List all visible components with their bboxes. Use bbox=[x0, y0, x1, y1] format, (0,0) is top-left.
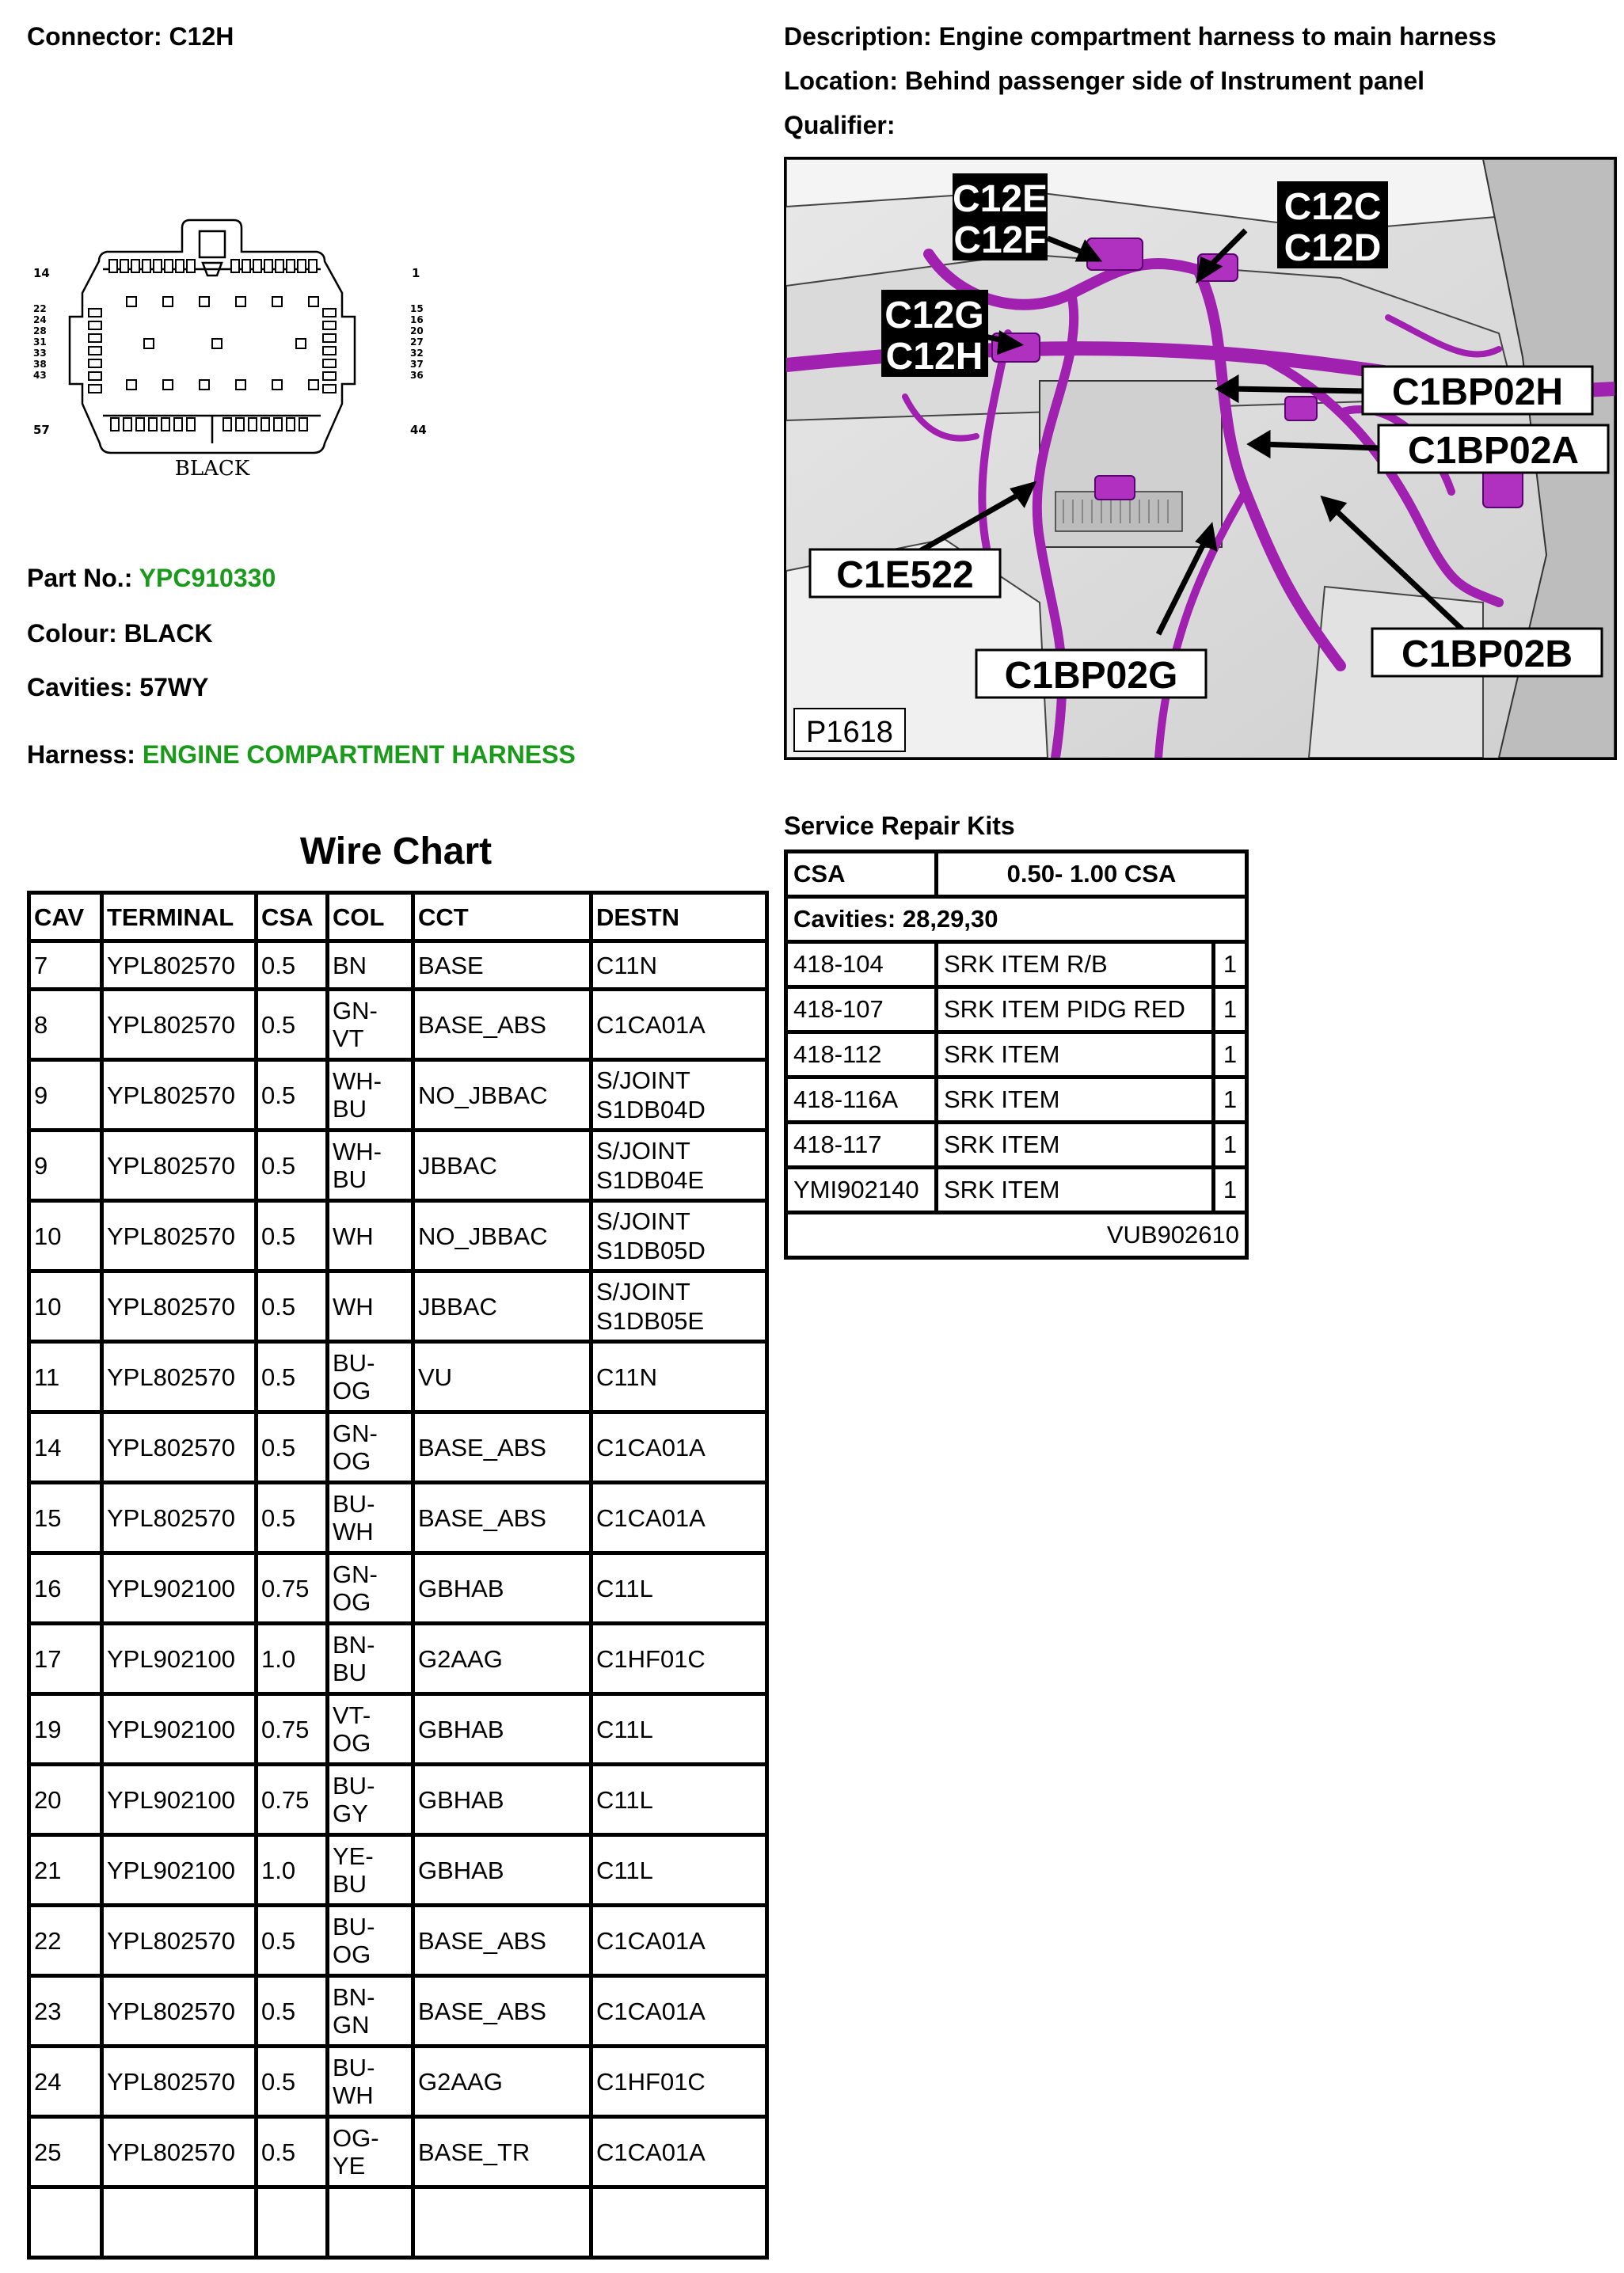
right-pin-label: 37 bbox=[410, 359, 424, 370]
wire-row bbox=[29, 990, 767, 1060]
wire-cell-destn: C11L bbox=[591, 1694, 767, 1765]
srk-cell-qty: 1 bbox=[1214, 987, 1247, 1032]
wire-row-partial bbox=[29, 2187, 767, 2258]
wire-cell-cct: BASE_ABS bbox=[413, 990, 591, 1060]
wire-cell-destn: C1HF01C bbox=[591, 2047, 767, 2117]
harness-value: ENGINE COMPARTMENT HARNESS bbox=[142, 740, 576, 769]
wire-cell-csa: 0.5 bbox=[257, 1060, 328, 1131]
srk-cell-code: 418-112 bbox=[786, 1032, 937, 1078]
wire-cell-col: WH bbox=[328, 1271, 413, 1342]
wire-row bbox=[29, 1342, 767, 1412]
wire-cell-cav: 10 bbox=[29, 1271, 102, 1342]
srk-cell-desc: SRK ITEM bbox=[937, 1032, 1214, 1078]
wire-cell-cav: 9 bbox=[29, 1060, 102, 1131]
right-pin-label: 32 bbox=[410, 348, 424, 359]
wire-cell-csa: 0.5 bbox=[257, 2117, 328, 2187]
wire-cell-destn: C1CA01A bbox=[591, 990, 767, 1060]
wire-cell-csa: 0.5 bbox=[257, 2047, 328, 2117]
header-terminal: TERMINAL bbox=[102, 893, 257, 941]
left-pin-label: 24 bbox=[33, 314, 47, 325]
wire-cell-csa: 0.5 bbox=[257, 1131, 328, 1201]
wire-cell-destn: C11L bbox=[591, 1835, 767, 1906]
wire-cell-col: BU- GY bbox=[328, 1765, 413, 1835]
callout-c12c: C12C bbox=[1284, 186, 1382, 228]
wire-cell-terminal: YPL802570 bbox=[102, 1976, 257, 2047]
srk-title: Service Repair Kits bbox=[784, 812, 1015, 840]
wire-cell-cct: BASE_TR bbox=[413, 2117, 591, 2187]
wire-cell-cav: 25 bbox=[29, 2117, 102, 2187]
left-pin-label: 43 bbox=[33, 370, 47, 381]
header-col: COL bbox=[328, 893, 413, 941]
wire-cell-csa: 0.5 bbox=[257, 990, 328, 1060]
wire-cell-cav: 22 bbox=[29, 1906, 102, 1976]
wire-cell-cav: 21 bbox=[29, 1835, 102, 1906]
pin-44-label: 44 bbox=[410, 423, 427, 437]
wire-cell-cav: 7 bbox=[29, 941, 102, 990]
wire-cell-destn: C1CA01A bbox=[591, 1976, 767, 2047]
wire-cell-cct: G2AAG bbox=[413, 1624, 591, 1694]
wire-cell-csa: 0.5 bbox=[257, 1201, 328, 1271]
wire-cell-terminal: YPL902100 bbox=[102, 1694, 257, 1765]
wire-cell-cct: NO_JBBAC bbox=[413, 1201, 591, 1271]
srk-cell-code: YMI902140 bbox=[786, 1168, 937, 1213]
qualifier-label: Qualifier: bbox=[784, 111, 896, 139]
srk-item-row bbox=[786, 987, 1247, 1032]
wire-cell-col: GN- OG bbox=[328, 1412, 413, 1483]
wire-cell-terminal: YPL802570 bbox=[102, 990, 257, 1060]
srk-cavities: Cavities: 28,29,30 bbox=[786, 897, 1247, 942]
colour-value: BLACK bbox=[124, 619, 213, 648]
wire-row bbox=[29, 1271, 767, 1342]
wire-cell-destn: S/JOINT S1DB04D bbox=[591, 1060, 767, 1131]
callout-c12e: C12E bbox=[952, 178, 1048, 220]
location-value: Behind passenger side of Instrument panel bbox=[904, 67, 1424, 95]
wire-cell-terminal: YPL902100 bbox=[102, 1553, 257, 1624]
srk-cell-desc: SRK ITEM bbox=[937, 1168, 1214, 1213]
wire-cell-cct: GBHAB bbox=[413, 1835, 591, 1906]
srk-csa-row bbox=[786, 852, 1247, 897]
right-pin-label: 36 bbox=[410, 370, 424, 381]
colour-label: Colour: bbox=[27, 619, 117, 648]
wire-cell-csa: 0.5 bbox=[257, 1342, 328, 1412]
wire-row bbox=[29, 1131, 767, 1201]
wire-cell-empty bbox=[102, 2187, 257, 2258]
srk-cell-desc: SRK ITEM R/B bbox=[937, 942, 1214, 987]
wire-cell-cav: 17 bbox=[29, 1624, 102, 1694]
wire-row bbox=[29, 1060, 767, 1131]
wire-cell-terminal: YPL902100 bbox=[102, 1624, 257, 1694]
callout-c1bp02g: C1BP02G bbox=[1004, 655, 1178, 697]
harness-illustration bbox=[786, 159, 1614, 758]
wire-cell-destn: S/JOINT S1DB05D bbox=[591, 1201, 767, 1271]
wire-cell-terminal: YPL802570 bbox=[102, 1412, 257, 1483]
right-pin-label: 27 bbox=[410, 336, 424, 348]
wire-cell-cav: 9 bbox=[29, 1131, 102, 1201]
wire-cell-cct: GBHAB bbox=[413, 1694, 591, 1765]
wire-chart-table bbox=[27, 891, 769, 2260]
wire-cell-csa: 1.0 bbox=[257, 1624, 328, 1694]
srk-item-row bbox=[786, 1032, 1247, 1078]
wire-cell-col: WH- BU bbox=[328, 1060, 413, 1131]
srk-table bbox=[784, 850, 1249, 1260]
srk-cell-code: 418-104 bbox=[786, 942, 937, 987]
wire-cell-cct: NO_JBBAC bbox=[413, 1060, 591, 1131]
wire-cell-terminal: YPL802570 bbox=[102, 1271, 257, 1342]
wire-cell-cct: BASE_ABS bbox=[413, 1483, 591, 1553]
callout-c12h: C12H bbox=[885, 336, 983, 378]
wire-cell-col: BU- WH bbox=[328, 2047, 413, 2117]
wire-cell-csa: 0.75 bbox=[257, 1765, 328, 1835]
location-label: Location: bbox=[784, 67, 898, 95]
wire-cell-col: BN bbox=[328, 941, 413, 990]
cavities-label: Cavities: bbox=[27, 673, 133, 701]
wire-cell-cct: GBHAB bbox=[413, 1765, 591, 1835]
wire-cell-col: BU- OG bbox=[328, 1906, 413, 1976]
cavities-line bbox=[27, 673, 208, 702]
connector-face-diagram bbox=[24, 214, 435, 483]
wire-cell-col: GN- VT bbox=[328, 990, 413, 1060]
srk-cell-code: 418-116A bbox=[786, 1078, 937, 1123]
wire-cell-cav: 24 bbox=[29, 2047, 102, 2117]
srk-kit-number: VUB902610 bbox=[786, 1213, 1247, 1258]
right-pin-label: 15 bbox=[410, 303, 424, 314]
right-pin-label: 20 bbox=[410, 325, 424, 336]
wire-cell-csa: 1.0 bbox=[257, 1835, 328, 1906]
wire-chart-title: Wire Chart bbox=[299, 831, 493, 872]
srk-cell-qty: 1 bbox=[1214, 1078, 1247, 1123]
header-destn: DESTN bbox=[591, 893, 767, 941]
wire-row bbox=[29, 941, 767, 990]
description-line bbox=[784, 22, 1497, 51]
wire-cell-cct: JBBAC bbox=[413, 1131, 591, 1201]
colour-line bbox=[27, 619, 213, 648]
wire-cell-terminal: YPL802570 bbox=[102, 1906, 257, 1976]
location-line bbox=[784, 67, 1424, 96]
wire-cell-cct: BASE bbox=[413, 941, 591, 990]
srk-cell-code: 418-117 bbox=[786, 1123, 937, 1168]
wire-cell-terminal: YPL802570 bbox=[102, 1131, 257, 1201]
wire-cell-destn: C11L bbox=[591, 1553, 767, 1624]
pin-1-label: 1 bbox=[412, 266, 420, 280]
wire-cell-destn: C1CA01A bbox=[591, 2117, 767, 2187]
left-pin-label: 28 bbox=[33, 325, 47, 336]
wire-cell-col: WH bbox=[328, 1201, 413, 1271]
wire-cell-cct: JBBAC bbox=[413, 1271, 591, 1342]
srk-item-row bbox=[786, 942, 1247, 987]
srk-item-row bbox=[786, 1123, 1247, 1168]
wire-cell-col: VT- OG bbox=[328, 1694, 413, 1765]
wire-cell-csa: 0.5 bbox=[257, 1976, 328, 2047]
wire-cell-cav: 14 bbox=[29, 1412, 102, 1483]
srk-csa-value: 0.50- 1.00 CSA bbox=[937, 852, 1247, 897]
callout-c12d: C12D bbox=[1284, 227, 1382, 269]
srk-cell-desc: SRK ITEM bbox=[937, 1078, 1214, 1123]
wire-cell-terminal: YPL802570 bbox=[102, 1060, 257, 1131]
wire-cell-empty bbox=[591, 2187, 767, 2258]
part-no-value: YPC910330 bbox=[139, 564, 276, 592]
srk-cell-qty: 1 bbox=[1214, 1123, 1247, 1168]
cavities-value: 57WY bbox=[139, 673, 209, 701]
srk-cell-qty: 1 bbox=[1214, 942, 1247, 987]
wire-cell-cct: BASE_ABS bbox=[413, 1976, 591, 2047]
wire-cell-cct: BASE_ABS bbox=[413, 1906, 591, 1976]
wire-row bbox=[29, 1765, 767, 1835]
wire-cell-cct: GBHAB bbox=[413, 1553, 591, 1624]
wire-row bbox=[29, 1835, 767, 1906]
description-value: Engine compartment harness to main harness bbox=[938, 22, 1497, 51]
srk-cell-desc: SRK ITEM PIDG RED bbox=[937, 987, 1214, 1032]
header-cct: CCT bbox=[413, 893, 591, 941]
wire-cell-col: YE- BU bbox=[328, 1835, 413, 1906]
wire-cell-col: BN- BU bbox=[328, 1624, 413, 1694]
wire-cell-destn: C11N bbox=[591, 941, 767, 990]
wire-cell-empty bbox=[328, 2187, 413, 2258]
wire-cell-csa: 0.75 bbox=[257, 1694, 328, 1765]
wire-cell-cav: 10 bbox=[29, 1201, 102, 1271]
wire-cell-terminal: YPL902100 bbox=[102, 1835, 257, 1906]
wire-cell-csa: 0.75 bbox=[257, 1553, 328, 1624]
wire-cell-terminal: YPL802570 bbox=[102, 2047, 257, 2117]
wire-cell-terminal: YPL902100 bbox=[102, 1765, 257, 1835]
wire-cell-terminal: YPL802570 bbox=[102, 1201, 257, 1271]
connector-label: Connector: bbox=[27, 22, 162, 51]
callout-c1bp02b: C1BP02B bbox=[1401, 633, 1573, 675]
wire-cell-cct: VU bbox=[413, 1342, 591, 1412]
left-pin-label: 33 bbox=[33, 348, 47, 359]
wire-cell-csa: 0.5 bbox=[257, 1483, 328, 1553]
callout-c1bp02a: C1BP02A bbox=[1407, 430, 1580, 472]
wire-row bbox=[29, 1624, 767, 1694]
wire-cell-cav: 16 bbox=[29, 1553, 102, 1624]
callout-c1e522: C1E522 bbox=[836, 554, 974, 596]
wire-row bbox=[29, 1483, 767, 1553]
wire-cell-destn: C1HF01C bbox=[591, 1624, 767, 1694]
wire-cell-terminal: YPL802570 bbox=[102, 1483, 257, 1553]
wire-cell-empty bbox=[257, 2187, 328, 2258]
left-pin-label: 38 bbox=[33, 359, 47, 370]
wire-cell-cct: BASE_ABS bbox=[413, 1412, 591, 1483]
harness-line bbox=[27, 740, 576, 770]
srk-cell-code: 418-107 bbox=[786, 987, 937, 1032]
wire-row bbox=[29, 1553, 767, 1624]
wire-cell-destn: S/JOINT S1DB04E bbox=[591, 1131, 767, 1201]
wire-cell-csa: 0.5 bbox=[257, 1412, 328, 1483]
part-no-label: Part No.: bbox=[27, 564, 133, 592]
pin-14-label: 14 bbox=[33, 266, 50, 280]
srk-cell-qty: 1 bbox=[1214, 1168, 1247, 1213]
header-cav: CAV bbox=[29, 893, 102, 941]
wire-cell-empty bbox=[29, 2187, 102, 2258]
connector-value: C12H bbox=[169, 22, 234, 51]
wire-cell-cav: 11 bbox=[29, 1342, 102, 1412]
left-pin-label: 31 bbox=[33, 336, 47, 348]
srk-cell-desc: SRK ITEM bbox=[937, 1123, 1214, 1168]
wire-row bbox=[29, 1906, 767, 1976]
wire-cell-col: OG- YE bbox=[328, 2117, 413, 2187]
part-no-line bbox=[27, 564, 276, 593]
wire-chart-header-row bbox=[29, 893, 767, 941]
wire-cell-destn: S/JOINT S1DB05E bbox=[591, 1271, 767, 1342]
wire-cell-col: GN- OG bbox=[328, 1553, 413, 1624]
wire-cell-destn: C11N bbox=[591, 1342, 767, 1412]
srk-csa-label: CSA bbox=[786, 852, 937, 897]
description-label: Description: bbox=[784, 22, 932, 51]
wire-cell-csa: 0.5 bbox=[257, 1271, 328, 1342]
srk-item-row bbox=[786, 1168, 1247, 1213]
connector-color-label: BLACK bbox=[174, 457, 250, 481]
harness-location-photo bbox=[784, 157, 1617, 760]
wire-row bbox=[29, 2047, 767, 2117]
callout-c12g: C12G bbox=[884, 295, 984, 336]
wire-row bbox=[29, 1201, 767, 1271]
wire-cell-destn: C1CA01A bbox=[591, 1412, 767, 1483]
wire-cell-col: BU- WH bbox=[328, 1483, 413, 1553]
wire-cell-terminal: YPL802570 bbox=[102, 1342, 257, 1412]
callout-c1bp02h: C1BP02H bbox=[1391, 371, 1564, 413]
right-pin-label: 16 bbox=[410, 314, 424, 325]
wire-cell-destn: C11L bbox=[591, 1765, 767, 1835]
wire-cell-destn: C1CA01A bbox=[591, 1906, 767, 1976]
wire-row bbox=[29, 1976, 767, 2047]
callout-c12f: C12F bbox=[953, 219, 1047, 261]
wire-row bbox=[29, 2117, 767, 2187]
wire-row bbox=[29, 1694, 767, 1765]
wire-cell-cav: 19 bbox=[29, 1694, 102, 1765]
wire-cell-col: WH- BU bbox=[328, 1131, 413, 1201]
wire-cell-cav: 8 bbox=[29, 990, 102, 1060]
srk-cavities-row bbox=[786, 897, 1247, 942]
wire-cell-empty bbox=[413, 2187, 591, 2258]
header-csa: CSA bbox=[257, 893, 328, 941]
wire-cell-col: BU- OG bbox=[328, 1342, 413, 1412]
photo-id-label: P1618 bbox=[806, 716, 893, 749]
wire-cell-csa: 0.5 bbox=[257, 941, 328, 990]
wire-cell-col: BN- GN bbox=[328, 1976, 413, 2047]
wire-cell-csa: 0.5 bbox=[257, 1906, 328, 1976]
pin-57-label: 57 bbox=[33, 423, 50, 437]
wire-cell-cav: 15 bbox=[29, 1483, 102, 1553]
wire-cell-terminal: YPL802570 bbox=[102, 941, 257, 990]
wire-row bbox=[29, 1412, 767, 1483]
wire-cell-cct: G2AAG bbox=[413, 2047, 591, 2117]
wire-cell-destn: C1CA01A bbox=[591, 1483, 767, 1553]
connector-heading bbox=[27, 22, 234, 51]
wire-cell-cav: 23 bbox=[29, 1976, 102, 2047]
left-pin-label: 22 bbox=[33, 303, 47, 314]
harness-label: Harness: bbox=[27, 740, 135, 769]
qualifier-line bbox=[784, 111, 895, 140]
wire-cell-cav: 20 bbox=[29, 1765, 102, 1835]
srk-cell-qty: 1 bbox=[1214, 1032, 1247, 1078]
wire-cell-terminal: YPL802570 bbox=[102, 2117, 257, 2187]
srk-kit-row bbox=[786, 1213, 1247, 1258]
srk-item-row bbox=[786, 1078, 1247, 1123]
